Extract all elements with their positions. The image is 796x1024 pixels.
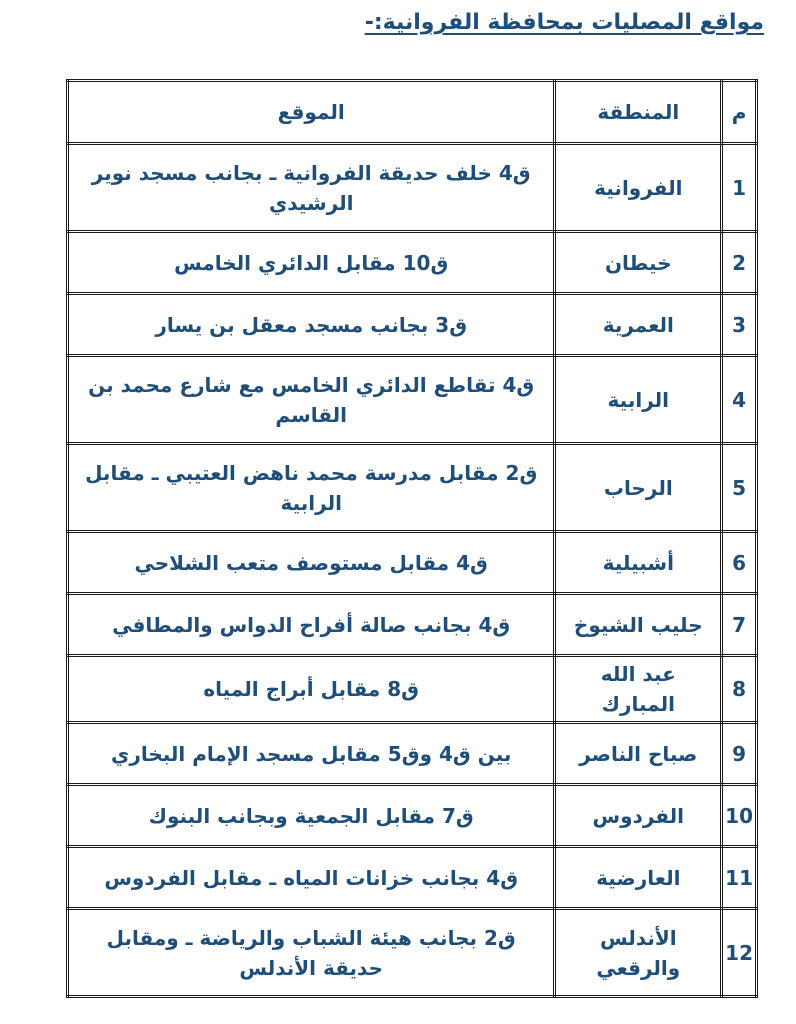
row-area: الرابية — [555, 356, 722, 444]
table-row — [68, 785, 757, 847]
table-row — [68, 294, 757, 356]
header-area: المنطقة — [555, 81, 722, 144]
row-num: 2 — [722, 232, 757, 294]
row-area: جليب الشيوخ — [555, 594, 722, 656]
page-title: مواقع المصليات بمحافظة الفروانية:- — [364, 10, 764, 35]
table-row — [68, 232, 757, 294]
row-area: العمرية — [555, 294, 722, 356]
row-area: الفردوس — [555, 785, 722, 847]
row-location: ق7 مقابل الجمعية وبجانب البنوك — [68, 785, 555, 847]
row-area: الأندلس والرقعي — [555, 909, 722, 997]
table-row — [68, 444, 757, 532]
header-num: م — [722, 81, 757, 144]
table-row — [68, 594, 757, 656]
row-location: ق4 بجانب خزانات المياه ـ مقابل الفردوس — [68, 847, 555, 909]
row-num: 4 — [722, 356, 757, 444]
table-row — [68, 144, 757, 232]
row-num: 8 — [722, 656, 757, 723]
row-num: 6 — [722, 532, 757, 594]
row-location: ق2 بجانب هيئة الشباب والرياضة ـ ومقابل حديقة الأندلس — [68, 909, 555, 997]
table-row — [68, 356, 757, 444]
row-area: صباح الناصر — [555, 723, 722, 785]
row-location: ق4 مقابل مستوصف متعب الشلاحي — [68, 532, 555, 594]
row-num: 5 — [722, 444, 757, 532]
prayer-sites-table — [66, 79, 758, 998]
row-location: ق3 بجانب مسجد معقل بن يسار — [68, 294, 555, 356]
table-row — [68, 909, 757, 997]
row-num: 7 — [722, 594, 757, 656]
row-num: 1 — [722, 144, 757, 232]
row-location: بين ق4 وق5 مقابل مسجد الإمام البخاري — [68, 723, 555, 785]
row-location: ق10 مقابل الدائري الخامس — [68, 232, 555, 294]
row-num: 12 — [722, 909, 757, 997]
table-header-row — [68, 81, 757, 144]
row-location: ق4 بجانب صالة أفراح الدواس والمطافي — [68, 594, 555, 656]
row-area: العارضية — [555, 847, 722, 909]
row-location: ق4 خلف حديقة الفروانية ـ بجانب مسجد نوير الرشيدي — [68, 144, 555, 232]
row-area: خيطان — [555, 232, 722, 294]
row-num: 3 — [722, 294, 757, 356]
table-row — [68, 847, 757, 909]
row-num: 9 — [722, 723, 757, 785]
row-area: الرحاب — [555, 444, 722, 532]
row-location: ق4 تقاطع الدائري الخامس مع شارع محمد بن القاسم — [68, 356, 555, 444]
row-num: 10 — [722, 785, 757, 847]
table-row — [68, 656, 757, 723]
row-area: عبد الله المبارك — [555, 656, 722, 723]
row-area: الفروانية — [555, 144, 722, 232]
table-row — [68, 723, 757, 785]
row-area: أشبيلية — [555, 532, 722, 594]
row-num: 11 — [722, 847, 757, 909]
table-body — [68, 81, 757, 997]
row-location: ق8 مقابل أبراج المياه — [68, 656, 555, 723]
row-location: ق2 مقابل مدرسة محمد ناهض العتيبي ـ مقابل الرابية — [68, 444, 555, 532]
table-row — [68, 532, 757, 594]
header-location: الموقع — [68, 81, 555, 144]
